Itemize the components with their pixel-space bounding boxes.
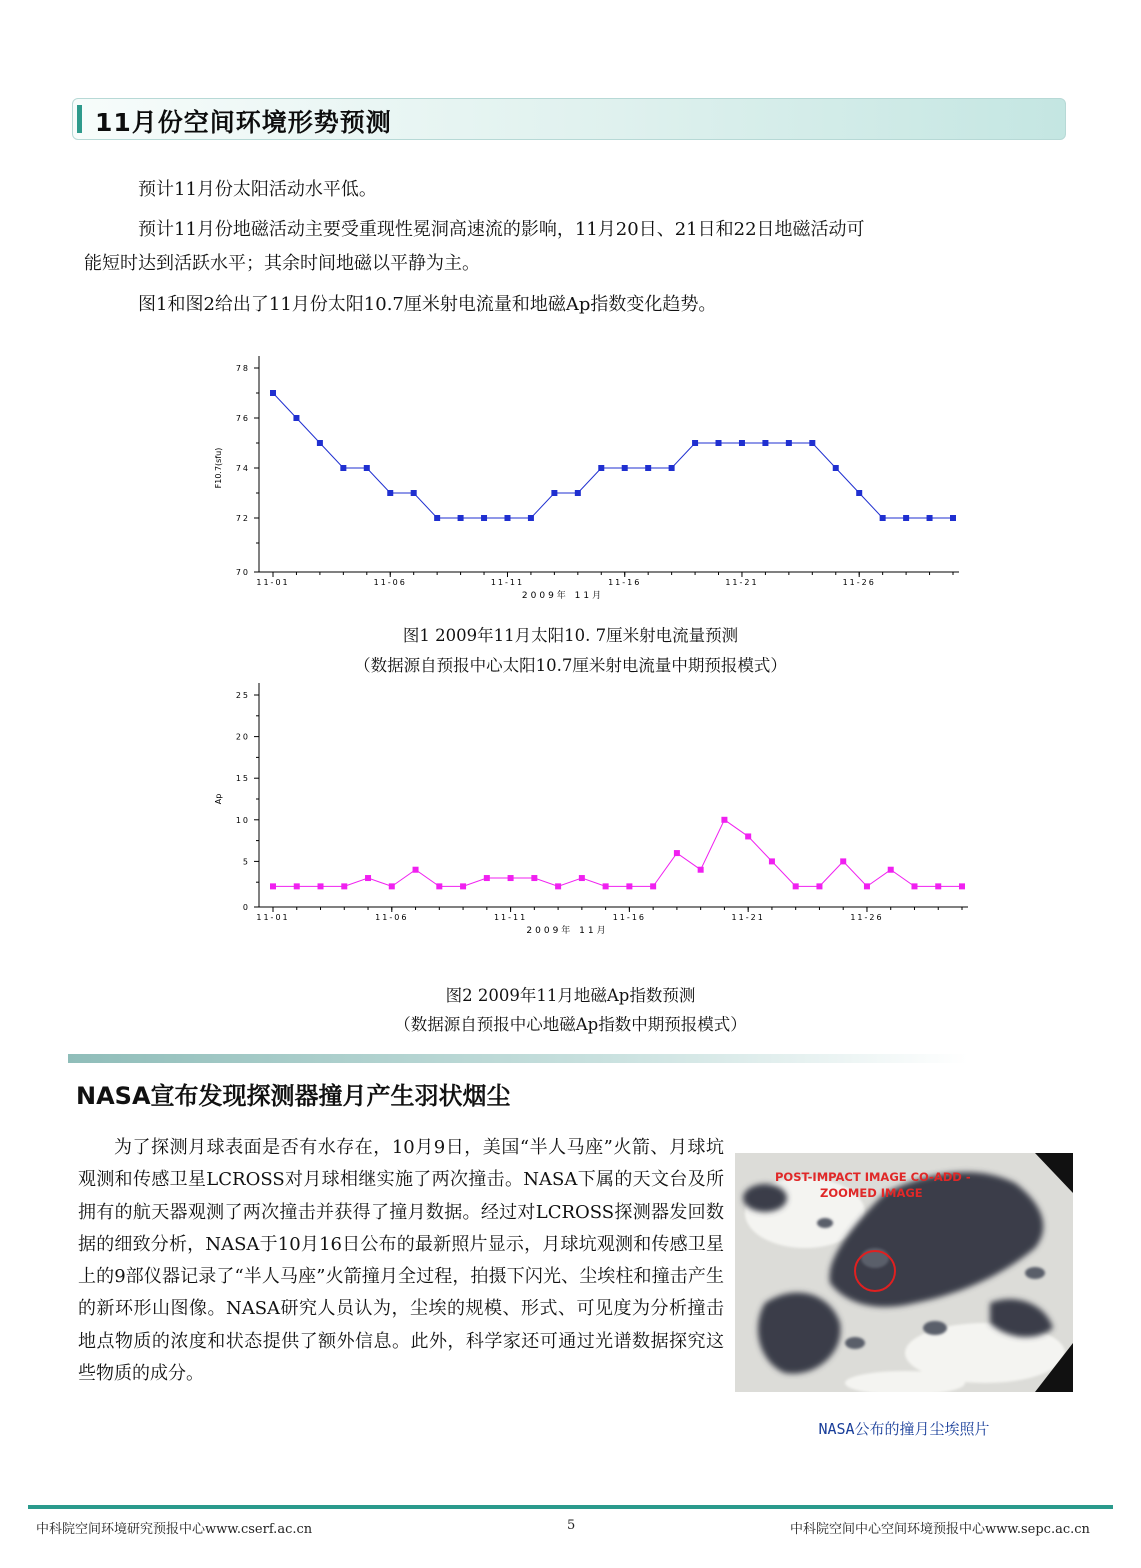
data-point [293,415,299,421]
photo-caption: NASA公布的撞月尘埃照片 [818,1420,990,1438]
data-point [809,440,815,446]
data-point [481,515,487,521]
data-point [340,465,346,471]
x-tick-label: 11-01 [256,578,290,587]
data-point [669,465,675,471]
section-divider [68,1054,968,1063]
data-point [816,883,822,889]
data-point [341,883,347,889]
x-tick-label: 11-06 [375,913,409,922]
data-point [698,867,704,873]
data-point [959,883,965,889]
data-point [484,875,490,881]
data-point [856,490,862,496]
forecast-paragraph-solar: 预计11月份太阳活动水平低。 [138,179,377,200]
y-axis-label: Ap [214,793,223,805]
data-point [458,515,464,521]
x-tick-label: 11-01 [256,913,290,922]
series-line [273,393,953,518]
data-point [387,490,393,496]
data-point [528,515,534,521]
data-point [626,883,632,889]
fig1-caption: 图1 2009年11月太阳10. 7厘米射电流量预测 [402,626,739,645]
data-point [692,440,698,446]
x-tick-label: 11-16 [612,913,647,922]
x-tick-label: 11-21 [731,913,765,922]
y-tick-label: 5 [242,857,250,867]
fig2-caption: 图2 2009年11月地磁Ap指数预测 [445,986,696,1005]
data-point [411,490,417,496]
footer-left: 中科院空间环境研究预报中心www.cserf.ac.cn [36,1522,313,1537]
data-point [650,883,656,889]
data-point [888,867,894,873]
data-point [508,875,514,881]
data-point [674,850,680,856]
data-point [531,875,537,881]
data-point [389,883,395,889]
data-point [716,440,722,446]
data-point [935,883,941,889]
data-point [645,465,651,471]
y-tick-label: 70 [235,568,250,577]
data-point [739,440,745,446]
data-point [317,440,323,446]
header-accent-bar [77,105,82,133]
y-tick-label: 76 [235,414,250,423]
data-point [555,883,561,889]
data-point [927,515,933,521]
data-point [413,867,419,873]
data-point [745,833,751,839]
f107-chart [180,355,980,615]
y-axis-label: F10.7(sfu) [214,447,223,489]
data-point [364,465,370,471]
data-point [365,875,371,881]
fig1-source: （数据源自预报中心太阳10.7厘米射电流量中期预报模式） [354,656,787,675]
series-line [273,820,962,887]
y-tick-label: 25 [235,691,250,700]
data-point [579,875,585,881]
section-title: 11月份空间环境形势预测 [95,108,392,137]
y-tick-label: 15 [235,774,250,784]
y-tick-label: 0 [242,903,250,912]
page-number: 5 [567,1518,576,1533]
photo-overlay-text-line1: POST-IMPACT IMAGE CO-ADD - [775,1170,971,1184]
news-body: 为了探测月球表面是否有水存在，10月9日，美国“半人马座”火箭、月球坑观测和传感卫星LCROSS对月球相继实施了两次撞击。NASA下属的天文台及所拥有的航天器观测了两次撞击并获得了撞月数据。经过对LCROSS探测器发回数据的细致分析，NASA于10月16日公布的最新照片显示，月球坑观测和传感卫星上的9部仪器记录了“半人马座”火箭撞月全过程，拍摄下闪光、尘埃柱和撞击产生的新环形山图像。NASA研究人员认为，尘埃的规模、形式、可见度为分析撞击地点物质的浓度和状态提供了额外信息。此外，科学家还可通过光谱数据探究这些物质的成分。 [78,1137,724,1385]
fig2-source: （数据源自预报中心地磁Ap指数中期预报模式） [394,1015,747,1034]
x-axis-label: 2009年 11月 [526,926,609,936]
data-point [504,515,510,521]
forecast-paragraph-geomag-line2: 能短时达到活跃水平；其余时间地磁以平静为主。 [84,253,480,274]
data-point [833,465,839,471]
data-point [880,515,886,521]
data-point [270,390,276,396]
y-tick-label: 10 [235,815,250,825]
photo-overlay-text-line2: ZOOMED IMAGE [820,1186,923,1200]
x-tick-label: 11-26 [842,578,876,587]
data-point [721,817,727,823]
x-tick-label: 11-16 [608,578,642,587]
data-point [436,883,442,889]
footer-line [28,1505,1113,1509]
x-tick-label: 11-11 [493,913,528,922]
data-point [551,490,557,496]
data-point [762,440,768,446]
x-tick-label: 11-26 [850,913,884,922]
data-point [598,465,604,471]
data-point [950,515,956,521]
footer-right: 中科院空间中心空间环境预报中心www.sepc.ac.cn [790,1522,1090,1537]
y-tick-label: 74 [235,464,250,473]
data-point [434,515,440,521]
data-point [318,883,324,889]
y-tick-label: 78 [235,364,250,373]
x-tick-label: 11-06 [373,578,407,587]
ap-chart [180,680,980,960]
data-point [575,490,581,496]
data-point [769,858,775,864]
x-axis-label: 2009年 11月 [521,591,605,601]
data-point [864,883,870,889]
news-title: NASA宣布发现探测器撞月产生羽状烟尘 [76,1082,511,1110]
data-point [793,883,799,889]
section-header [72,98,1066,140]
y-tick-label: 72 [235,514,250,523]
data-point [460,883,466,889]
y-tick-label: 20 [235,732,250,742]
lunar-impact-photo [735,1153,1073,1392]
data-point [911,883,917,889]
x-tick-label: 11-11 [490,578,525,587]
forecast-paragraph-figures: 图1和图2给出了11月份太阳10.7厘米射电流量和地磁Ap指数变化趋势。 [138,294,717,315]
data-point [622,465,628,471]
data-point [270,883,276,889]
data-point [786,440,792,446]
data-point [603,883,609,889]
forecast-paragraph-geomag-line1: 预计11月份地磁活动主要受重现性冕洞高速流的影响，11月20日、21日和22日地磁活动可 [138,219,865,240]
data-point [840,858,846,864]
data-point [294,883,300,889]
data-point [903,515,909,521]
x-tick-label: 11-21 [725,578,759,587]
